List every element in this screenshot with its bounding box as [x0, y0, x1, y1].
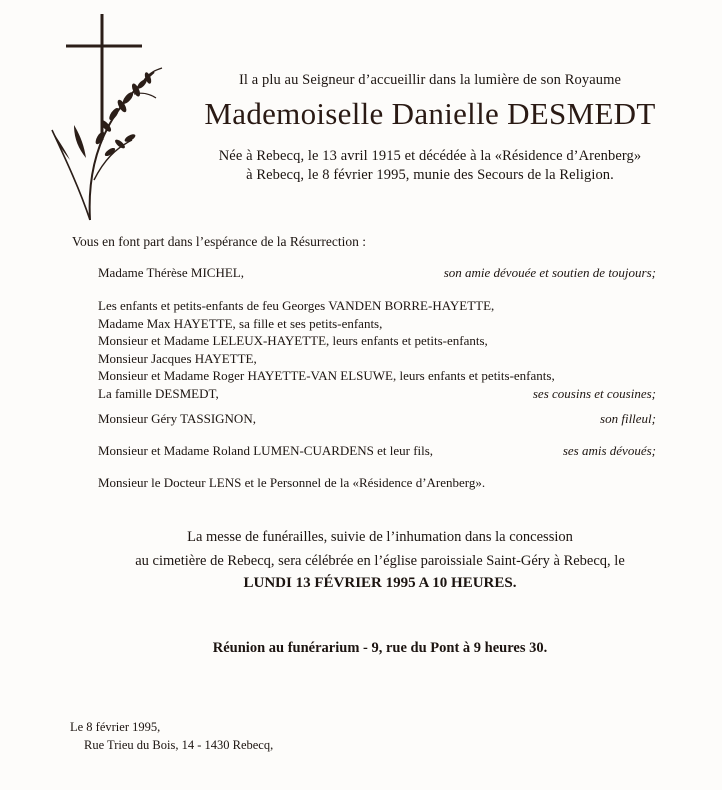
intro-line: Il a plu au Seigneur d’accueillir dans la lumière de son Royaume	[238, 72, 622, 88]
mourner-line	[98, 367, 656, 385]
mourner-line	[98, 297, 656, 315]
mourner-line	[98, 264, 656, 282]
mourner-group	[98, 442, 656, 460]
footer-date: Le 8 février 1995,	[70, 720, 161, 734]
mourner-name: Monsieur et Madame LELEUX-HAYETTE, leurs enfants et petits-enfants,	[98, 333, 488, 348]
funeral-mass-line-2: au cimetière de Rebecq, sera célébrée en l’église paroissiale Saint-Géry à Rebecq, le	[135, 553, 625, 569]
mourner-name: Monsieur Jacques HAYETTE,	[98, 350, 257, 366]
mourner-line	[98, 315, 656, 333]
mourner-name: Monsieur et Madame Roger HAYETTE-VAN ELSUWE, leurs enfants et petits-enfants,	[98, 368, 555, 383]
funeral-date: LUNDI 13 FÉVRIER 1995 A 10 HEURES.	[243, 575, 517, 591]
announcement: Vous en font part dans l’espérance de la Résurrection :	[72, 234, 367, 249]
mourner-line	[98, 332, 656, 350]
mourner-line	[98, 410, 656, 428]
mourner-name: Madame Thérèse MICHEL,	[98, 265, 244, 280]
birth-line: Née à Rebecq, le 13 avril 1915 et décédée à la «Résidence d’Arenberg»	[218, 148, 642, 164]
mourner-line	[98, 474, 656, 492]
mourner-line	[98, 442, 656, 460]
mourner-group	[98, 297, 656, 402]
mourner-relation: ses amis dévoués;	[562, 443, 656, 458]
death-line: à Rebecq, le 8 février 1995, munie des Secours de la Religion.	[246, 167, 614, 183]
mourner-group	[98, 474, 656, 492]
mourner-relation: son filleul;	[600, 411, 656, 426]
mourner-name: Les enfants et petits-enfants de feu Georges VANDEN BORRE-HAYETTE,	[98, 298, 495, 313]
mourner-relation: ses cousins et cousines;	[532, 385, 656, 401]
reunion-notice: Réunion au funérarium - 9, rue du Pont à 9 heures 30.	[212, 640, 548, 656]
mourner-name: Monsieur le Docteur LENS et le Personnel de la «Résidence d’Arenberg».	[98, 475, 486, 490]
mourner-name: La famille DESMEDT,	[98, 385, 219, 401]
mourner-name: Madame Max HAYETTE, sa fille et ses petits-enfants,	[98, 315, 383, 331]
funeral-mass-line-1: La messe de funérailles, suivie de l’inhumation dans la concession	[187, 529, 573, 545]
mourner-line	[98, 350, 656, 368]
footer-address: Rue Trieu du Bois, 14 - 1430 Rebecq,	[84, 738, 274, 752]
mourner-line	[98, 385, 656, 403]
mourner-relation: son amie dévouée et soutien de toujours;	[443, 265, 656, 280]
mourner-name: Monsieur Géry TASSIGNON,	[98, 411, 256, 426]
mourner-group	[98, 264, 656, 282]
mourner-group	[98, 410, 656, 428]
deceased-name: Mademoiselle Danielle DESMEDT	[204, 96, 656, 131]
mourner-name: Monsieur et Madame Roland LUMEN-CUARDENS et leur fils,	[98, 443, 434, 458]
